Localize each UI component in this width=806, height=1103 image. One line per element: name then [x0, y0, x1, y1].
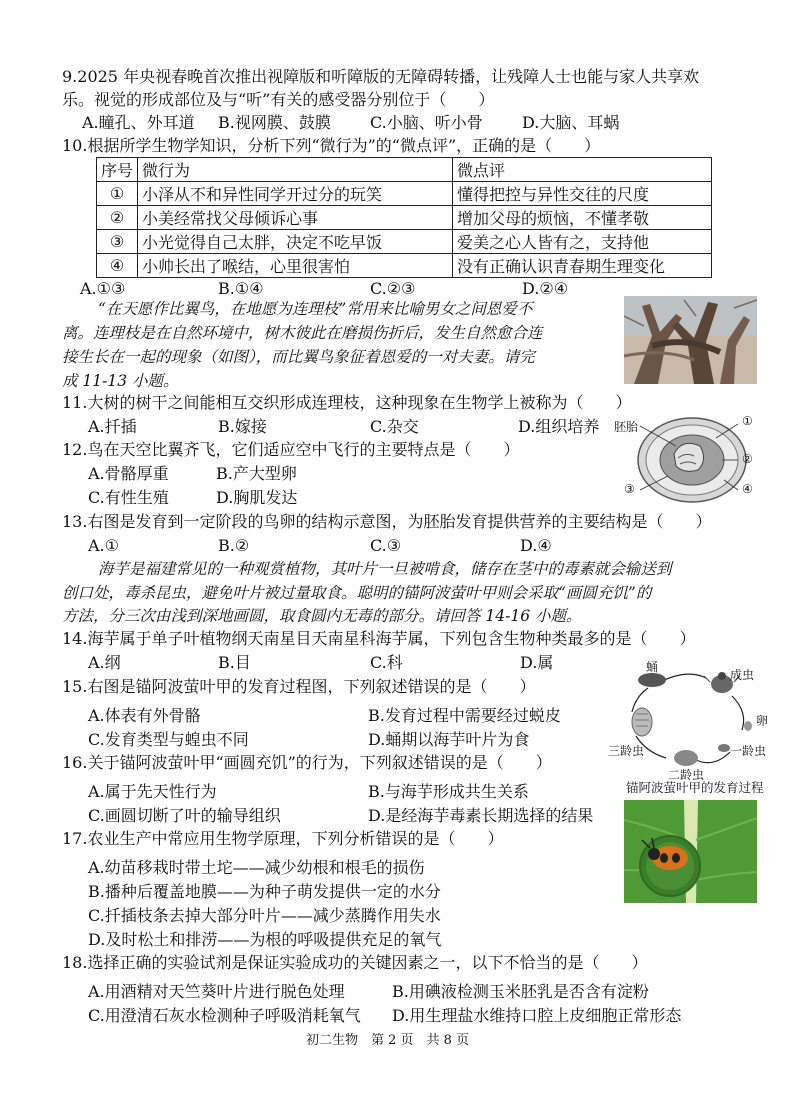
- q9-stem-line1: 9.2025 年央视春晚首次推出视障版和听障版的无障碍转播，让残障人士也能与家人共享欢: [62, 67, 700, 86]
- q15-option-a: A.体表有外骨骼: [88, 706, 201, 725]
- q13-stem: 13.右图是发育到一定阶段的鸟卵的结构示意图，为胚胎发育提供营养的主要结构是（ ）: [62, 512, 712, 531]
- q17-option-c: C.扦插枝条去掉大部分叶片——减少蒸腾作用失水: [88, 906, 441, 925]
- passage1-line1: “在天愿作比翼鸟，在地愿为连理枝”常用来比喻男女之间恩爱不: [98, 300, 533, 318]
- q18-stem: 18.选择正确的实验试剂是保证实验成功的关键因素之一，以下不恰当的是（ ）: [62, 953, 648, 972]
- q10-option-d: D.②④: [522, 279, 569, 298]
- q15-stem: 15.右图是锚阿波萤叶甲的发育过程图，下列叙述错误的是（ ）: [62, 677, 536, 696]
- passage1-line2: 离。连理枝是在自然环境中，树木彼此在磨损伤折后，发生自然愈合连: [62, 324, 543, 342]
- table-cell: 增加父母的烦恼，不懂孝敬: [453, 206, 712, 230]
- table-cell: 小帅长出了喉结，心里很害怕: [138, 254, 453, 278]
- q15-option-d: D.蛹期以海芋叶片为食: [368, 730, 530, 749]
- q10-option-b: B.①④: [218, 279, 264, 298]
- table-cell: 懂得把控与异性交往的尺度: [453, 182, 712, 206]
- table-header-cell: 序号: [97, 158, 138, 182]
- beetle-lifecycle-figure: [606, 656, 776, 796]
- q16-option-a: A.属于先天性行为: [88, 782, 217, 801]
- q13-option-c: C.③: [370, 536, 402, 555]
- cycle-label-instar3: 三龄虫: [608, 744, 645, 758]
- cycle-label-egg: 卵: [756, 714, 769, 728]
- q9-stem-line2: 乐。视觉的形成部位及与“听”有关的感受器分别位于（ ）: [62, 90, 495, 109]
- q15-option-b: B.发育过程中需要经过蜕皮: [368, 706, 561, 725]
- q18-option-c: C.用澄清石灰水检测种子呼吸消耗氧气: [88, 1006, 361, 1025]
- table-header-cell: 微行为: [138, 158, 453, 182]
- table-header-cell: 微点评: [453, 158, 712, 182]
- tree-photo: [624, 296, 757, 384]
- passage1-line4: 成 11-13 小题。: [62, 372, 179, 390]
- egg-mark-2: ②: [742, 452, 753, 466]
- table-cell: 小光觉得自己太胖，决定不吃早饭: [138, 230, 453, 254]
- q15-option-c: C.发育类型与蝗虫不同: [88, 730, 249, 749]
- q10-option-a: A.①③: [80, 279, 126, 298]
- q11-option-b: B.嫁接: [218, 417, 267, 436]
- q12-stem: 12.鸟在天空比翼齐飞，它们适应空中飞行的主要特点是（ ）: [62, 440, 520, 459]
- q16-stem: 16.关于锚阿波萤叶甲“画圆充饥”的行为，下列叙述错误的是（ ）: [62, 753, 552, 772]
- q12-option-c: C.有性生殖: [88, 488, 169, 507]
- passage2-line1: 海芋是福建常见的一种观赏植物，其叶片一旦被啃食，储存在茎中的毒素就会输送到: [98, 560, 672, 578]
- q11-option-c: C.杂交: [370, 417, 419, 436]
- q14-option-c: C.科: [370, 653, 403, 672]
- q10-stem: 10.根据所学生物学知识，分析下列“微行为”的“微点评”，正确的是（ ）: [62, 136, 601, 155]
- q11-option-d: D.组织培养: [518, 417, 600, 436]
- egg-mark-1: ①: [742, 414, 753, 428]
- passage1-line3: 接生长在一起的现象（如图），而比翼鸟象征着恩爱的一对夫妻。请完: [62, 348, 535, 366]
- table-cell: 爱美之心人皆有之，支持他: [453, 230, 712, 254]
- q11-option-a: A.扦插: [88, 417, 137, 436]
- passage2-line2: 创口处，毒杀昆虫，避免叶片被过量取食。聪明的锚阿波萤叶甲则会采取“画圆充饥”的: [62, 584, 652, 602]
- q9-option-d: D.大脑、耳蜗: [522, 113, 620, 132]
- cycle-label-pupa: 蛹: [646, 660, 659, 674]
- egg-mark-3: ③: [624, 482, 635, 496]
- table-cell: 小泽从不和异性同学开过分的玩笑: [138, 182, 453, 206]
- cycle-figure-caption: 锚阿波萤叶甲的发育过程: [626, 780, 764, 795]
- page-footer: 初二生物 第 2 页 共 8 页: [306, 1033, 470, 1048]
- q14-option-a: A.纲: [88, 653, 121, 672]
- q16-option-c: C.画圆切断了叶的输导组织: [88, 806, 281, 825]
- table-cell: ③: [97, 230, 138, 254]
- q18-option-b: B.用碘液检测玉米胚乳是否含有淀粉: [392, 982, 649, 1001]
- q17-stem: 17.农业生产中常应用生物学原理，下列分析错误的是（ ）: [62, 829, 504, 848]
- table-row: [97, 230, 712, 254]
- cycle-label-instar1: 一龄虫: [730, 744, 767, 758]
- q10-option-c: C.②③: [370, 279, 416, 298]
- q18-option-a: A.用酒精对天竺葵叶片进行脱色处理: [88, 982, 345, 1001]
- q12-option-b: B.产大型卵: [216, 464, 297, 483]
- q11-stem: 11.大树的树干之间能相互交织形成连理枝，这种现象在生物学上被称为（ ）: [62, 393, 632, 412]
- table-cell: ①: [97, 182, 138, 206]
- q13-option-a: A.①: [88, 536, 119, 555]
- table-cell: ②: [97, 206, 138, 230]
- cycle-label-adult: 成虫: [730, 668, 755, 682]
- q17-option-a: A.幼苗移栽时带土坨——减少幼根和根毛的损伤: [88, 858, 425, 877]
- table-row: [97, 182, 712, 206]
- beetle-leaf-photo: [624, 800, 757, 903]
- q9-option-a: A.瞳孔、外耳道: [82, 113, 195, 132]
- cycle-label-instar2: 二龄虫: [668, 768, 705, 782]
- table-cell: ④: [97, 254, 138, 278]
- q12-option-d: D.胸肌发达: [216, 488, 298, 507]
- q17-option-d: D.及时松土和排涝——为根的呼吸提供充足的氧气: [88, 930, 442, 949]
- q9-option-b: B.视网膜、鼓膜: [218, 113, 331, 132]
- q12-option-a: A.骨骼厚重: [88, 464, 169, 483]
- table-row: [97, 254, 712, 278]
- q14-stem: 14.海芋属于单子叶植物纲天南星目天南星科海芋属，下列包含生物种类最多的是（ ）: [62, 629, 696, 648]
- egg-label-embryo: 胚胎: [614, 420, 639, 434]
- egg-structure-figure: [612, 412, 772, 508]
- table-row: [97, 206, 712, 230]
- table-header-row: [97, 158, 712, 182]
- passage2-line3: 方法，分三次由浅到深地画圆，取食圆内无毒的部分。请回答 14-16 小题。: [62, 607, 582, 625]
- q14-option-d: D.属: [520, 653, 554, 672]
- q13-option-d: D.④: [520, 536, 552, 555]
- q13-option-b: B.②: [218, 536, 250, 555]
- q14-option-b: B.目: [218, 653, 251, 672]
- table-cell: 小美经常找父母倾诉心事: [138, 206, 453, 230]
- q17-option-b: B.播种后覆盖地膜——为种子萌发提供一定的水分: [88, 882, 441, 901]
- q16-option-d: D.是经海芋毒素长期选择的结果: [368, 806, 594, 825]
- table-cell: 没有正确认识青春期生理变化: [453, 254, 712, 278]
- q16-option-b: B.与海芋形成共生关系: [368, 782, 529, 801]
- q9-option-c: C.小脑、听小骨: [370, 113, 483, 132]
- egg-mark-4: ④: [742, 482, 753, 496]
- q10-table: [96, 157, 712, 278]
- q18-option-d: D.用生理盐水维持口腔上皮细胞正常形态: [392, 1006, 682, 1025]
